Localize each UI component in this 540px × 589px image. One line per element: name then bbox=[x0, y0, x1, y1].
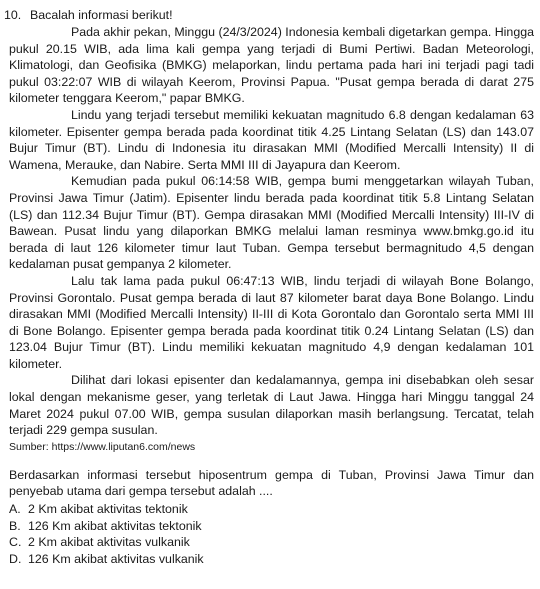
paragraph-1: Pada akhir pekan, Minggu (24/3/2024) Indonesia kembali digetarkan gempa. Hingga pukul 20.15 WIB, ada lima kali gempa yang terjadi di Bumi Pertiwi. Badan Meteorologi, Klimatologi, dan Geofisika (BMKG) melaporkan, lindu pertama pada hari ini terjadi pagi tadi pukul 03:22:07 WIB di wilayah Keerom, Provinsi Papua. "Pusat gempa berada di darat 275 kilometer tenggara Keerom," papar BMKG. bbox=[9, 25, 534, 106]
option-letter: B. bbox=[9, 518, 21, 533]
paragraph-3: Kemudian pada pukul 06:14:58 WIB, gempa bumi menggetarkan wilayah Tuban, Provinsi Jawa Timur (Jatim). Episenter lindu berada pada koordinat titik 5.8 Lintang Selatan (LS) dan 112.34 Bujur Timur (BT). Gempa dirasakan MMI (Modified Mercalli Intensity) III-IV di Bawean. Pusat lindu yang dilaporkan BMKG melalui laman resminya www.bmkg.go.id itu berada di laut 126 kilometer timur laut Tuban. Gempa tersebut bermagnitudo 4,5 dengan kedalaman pusat gempanya 2 kilometer. bbox=[9, 174, 534, 272]
paragraph-4: Lalu tak lama pada pukul 06:47:13 WIB, lindu terjadi di wilayah Bone Bolango, Provinsi Gorontalo. Pusat gempa berada di laut 87 kilometer barat daya Bone Bolango. Lindu dirasakan MMI (Modified Mercalli Intensity) II-III di Kota Gorontalo dan Gorontalo serta MMI III di Bone Bolango. Episenter gempa berada pada koordinat titik 0.24 Lintang Selatan (LS) dan 123.04 Bujur Timur (BT). Lindu memiliki kekuatan magnitudo 4,9 dengan kedalaman 101 kilometer. bbox=[9, 273, 534, 371]
option-text: 126 Km akibat aktivitas tektonik bbox=[28, 518, 202, 533]
paragraph-2: Lindu yang terjadi tersebut memiliki kekuatan magnitudo 6.8 dengan kedalaman 63 kilometer. Episenter gempa berada pada koordinat titik 4.25 Lintang Selatan (LS) dan 143.07 Bujur Timur (BT). Lindu di Indonesia itu dirasakan MMI (Modified Mercalli Intensity) II di Wamena, Merauke, dan Nabire. Serta MMI III di Jayapura dan Keerom. bbox=[9, 107, 534, 172]
option-d[interactable] bbox=[9, 551, 534, 568]
option-text: 2 Km akibat aktivitas vulkanik bbox=[28, 535, 190, 550]
option-a[interactable] bbox=[9, 501, 534, 518]
option-c[interactable] bbox=[9, 534, 534, 551]
option-text: 2 Km akibat aktivitas tektonik bbox=[28, 502, 188, 517]
option-letter: A. bbox=[9, 502, 21, 517]
paragraph-5: Dilihat dari lokasi episenter dan kedalamannya, gempa ini disebabkan oleh sesar lokal dengan mekanisme geser, yang terletak di Laut Jawa. Hingga hari Minggu tanggal 24 Maret 2024 pukul 07.00 WIB, gempa susulan dilaporkan masih berlangsung. Tercatat, telah terjadi 229 gempa susulan. bbox=[9, 373, 534, 438]
option-letter: C. bbox=[9, 535, 22, 550]
option-letter: D. bbox=[9, 551, 22, 566]
instruction-text: Bacalah informasi berikut! bbox=[30, 8, 173, 22]
question-body bbox=[4, 24, 534, 567]
source-citation: Sumber: https://www.liputan6.com/news bbox=[9, 440, 196, 453]
question-header bbox=[4, 7, 534, 24]
question-stem: Berdasarkan informasi tersebut hiposentrum gempa di Tuban, Provinsi Jawa Timur dan penyebab utama dari gempa tersebut adalah .... bbox=[9, 467, 534, 499]
answer-options bbox=[9, 501, 534, 567]
question-number: 10. bbox=[4, 8, 22, 22]
option-text: 126 Km akibat aktivitas vulkanik bbox=[28, 551, 204, 566]
option-b[interactable] bbox=[9, 518, 534, 535]
